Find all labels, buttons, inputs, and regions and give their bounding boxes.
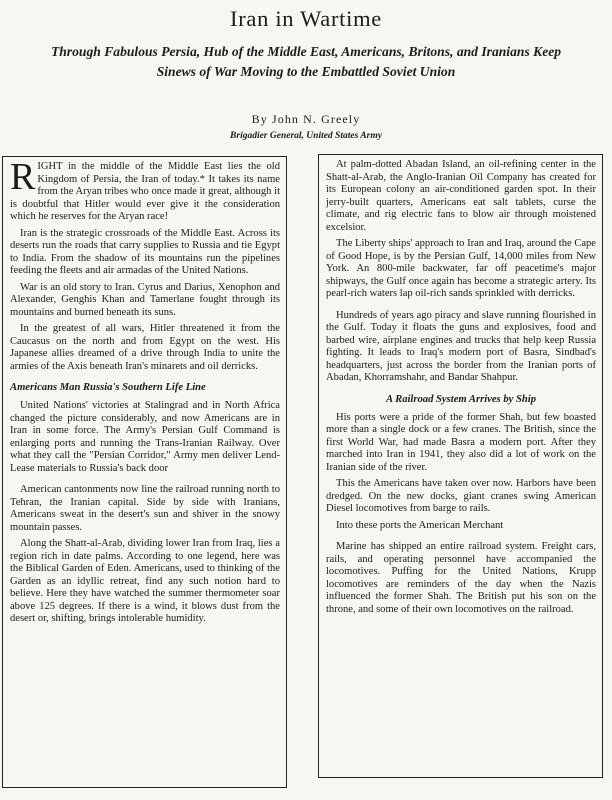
drop-cap: R	[10, 156, 36, 198]
left-column	[2, 156, 287, 788]
paragraph: In the greatest of all wars, Hitler threatened it from the Caucasus on the north and from Egypt on the west. His Japanese allies dreamed of a drive through India to unite the armies of the Axis beneath Iran's minarets and oil derricks.	[10, 323, 280, 372]
paragraph: The Liberty ships' approach to Iran and Iraq, around the Cape of Good Hope, is by the Persian Gulf, 14,000 miles from New York. An 800-mile backwater, far off peacetime's major shipways, the Gulf once again has become a strategic artery. Its pearl-rich waters lap oil-rich sands sprinkled with derricks.	[326, 238, 596, 299]
paragraph: At palm-dotted Abadan Island, an oil-refining center in the Shatt-al-Arab, the Anglo-Iranian Oil Company has created for its European colony an air-conditioned garden spot. In their jerry-built quarters, Americans eat salt tablets, curse the climate, and rig electric fans to blow air through moistened excelsior.	[326, 159, 596, 233]
paragraph: Marine has shipped an entire railroad system. Freight cars, rails, and operating personnel have accompanied the locomotives. Puffing for the United Nations, Krupp locomotives are reminders of the day when the Nazis influenced the former Shah. The British put his son on the throne, and some of their own locomotives on the railroad.	[326, 541, 596, 615]
paragraph: His ports were a pride of the former Shah, but few boasted more than a single dock or a few cranes. The British, since the first World War, had made Basra a modern port. After they marched into Iran in 1941, they also did a lot of work on the Iranian side of the river.	[326, 411, 596, 473]
paragraph: American cantonments now line the railroad running north to Tehran, the Iranian capital. Side by side with Iranians, Americans sweat in the desert's sun and shiver in the snowy mountain passes.	[10, 484, 280, 533]
article-subtitle: Through Fabulous Persia, Hub of the Middle East, Americans, Britons, and Iranians Keep Sinews of War Moving to the Embattled Soviet Union	[50, 44, 562, 79]
paragraph-text: IGHT in the middle of the Middle East lies the old Kingdom of Persia, the Iran of today.* It takes its name from the Aryan tribes who once made it great, although it is doubtful that Hitler would ever give it the consideration which he reserves for the Aryan race!	[10, 161, 280, 222]
section-heading: A Railroad System Arrives by Ship	[386, 393, 536, 405]
paragraph: United Nations' victories at Stalingrad and in North Africa changed the picture considerably, and now Americans are in Iran in some force. The Army's Persian Gulf Command is enlarging ports and running the Trans-Iranian Railway. Over what they call the "Persian Corridor," Army men deliver Lend-Lease materials to Russia's back door	[10, 400, 280, 474]
section-heading: Americans Man Russia's Southern Life Line	[10, 382, 206, 393]
paragraph: Hundreds of years ago piracy and slave running flourished in the Gulf. Today it floats the guns and explosives, food and barbed wire, airplane engines and trucks that help keep Russia fighting. It leads to Iraq's modern port of Basra, Sindbad's headquarters, just across the border from the Iranian ports of Abadan, Khorramshahr, and Bandar Shahpur.	[326, 309, 596, 383]
paragraph: War is an old story to Iran. Cyrus and Darius, Xenophon and Alexander, Genghis Khan and Tamerlane fought through its mountains and burned beneath its suns.	[10, 281, 280, 318]
right-column	[318, 154, 603, 778]
paragraph: Iran is the strategic crossroads of the Middle East. Across its deserts run the roads that carry supplies to Russia and tie Egypt to India. From the shadow of its mountains run the pipelines feeding the fleets and air armadas of the United Nations.	[10, 227, 280, 276]
byline: By John N. Greely	[251, 112, 361, 126]
paragraph: Into these ports the American Merchant	[336, 519, 504, 531]
article-title: Iran in Wartime	[230, 6, 382, 31]
byline-role: Brigadier General, United States Army	[230, 131, 382, 141]
paragraph: This the Americans have taken over now. Harbors have been dredged. On the new docks, giant cranes swing American Diesel locomotives from barge to rails.	[326, 478, 596, 514]
paragraph: Along the Shatt-al-Arab, dividing lower Iran from Iraq, lies a region rich in date palms. According to one legend, here was the Biblical Garden of Eden. Americans, used to thinking of the Garden as an idyllic retreat, find any such notion hard to believe. Here they have watched the summer thermometer soar above 125 degrees. If there is a wind, it blows dust from the desert or, shifting, brings intolerable humidity.	[10, 538, 280, 624]
paragraph	[10, 156, 280, 224]
